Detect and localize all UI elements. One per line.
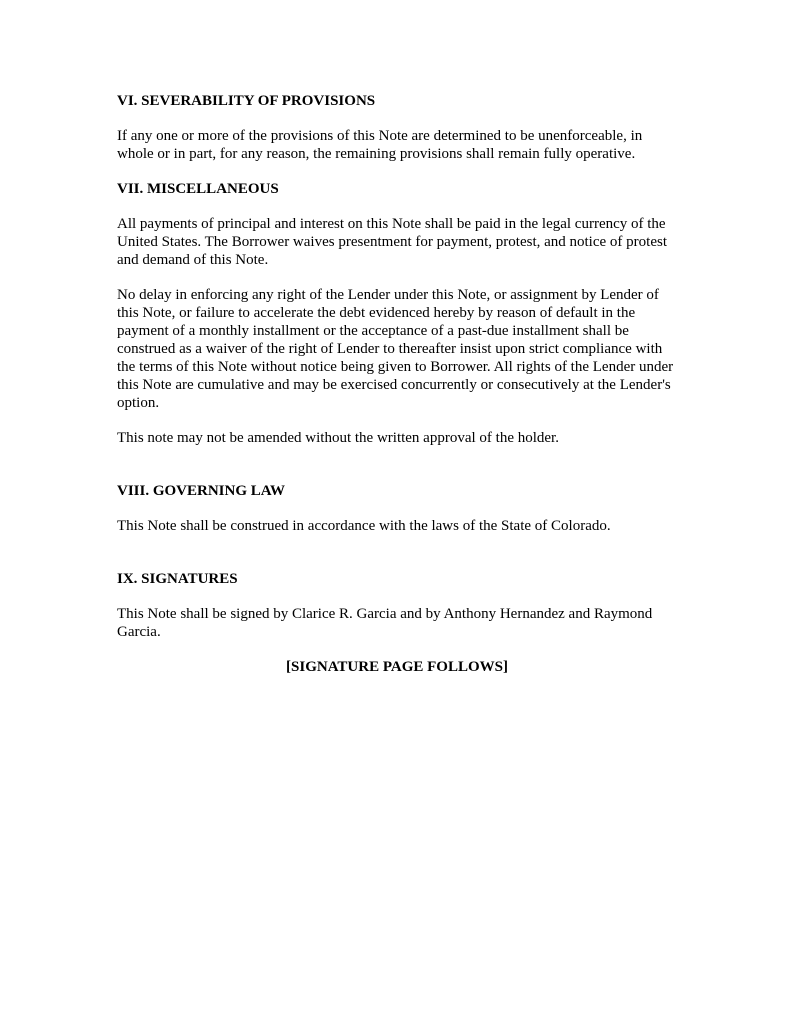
section-heading-severability: VI. SEVERABILITY OF PROVISIONS <box>117 93 376 109</box>
miscellaneous-paragraph-payments: All payments of principal and interest on this Note shall be paid in the legal currency of the United States. The Borrower waives presentment for payment, protest, and notice of protest and demand of this Note. <box>117 216 667 268</box>
signatures-paragraph: This Note shall be signed by Clarice R. Garcia and by Anthony Hernandez and Raymond Garcia. <box>117 606 653 640</box>
miscellaneous-paragraph-amendment: This note may not be amended without the written approval of the holder. <box>117 430 559 446</box>
governing-law-paragraph: This Note shall be construed in accordance with the laws of the State of Colorado. <box>117 518 611 534</box>
document-page <box>117 92 677 676</box>
miscellaneous-paragraph-no-delay: No delay in enforcing any right of the Lender under this Note, or assignment by Lender of this Note, or failure to accelerate the debt evidenced hereby by reason of default in the payment of a monthly installment or the acceptance of a past-due installment shall be construed as a waiver of the right of Lender to thereafter insist upon strict compliance with the terms of this Note without notice being given to Borrower. All rights of the Lender under this Note are cumulative and may be exercised concurrently or consecutively at the Lender's option. <box>117 287 674 411</box>
section-heading-signatures: IX. SIGNATURES <box>117 571 238 587</box>
signature-page-follows-note: [SIGNATURE PAGE FOLLOWS] <box>286 659 508 675</box>
severability-paragraph: If any one or more of the provisions of this Note are determined to be unenforceable, in whole or in part, for any reason, the remaining provisions shall remain fully operative. <box>117 128 643 162</box>
section-heading-governing-law: VIII. GOVERNING LAW <box>117 483 285 499</box>
section-heading-miscellaneous: VII. MISCELLANEOUS <box>117 181 279 197</box>
